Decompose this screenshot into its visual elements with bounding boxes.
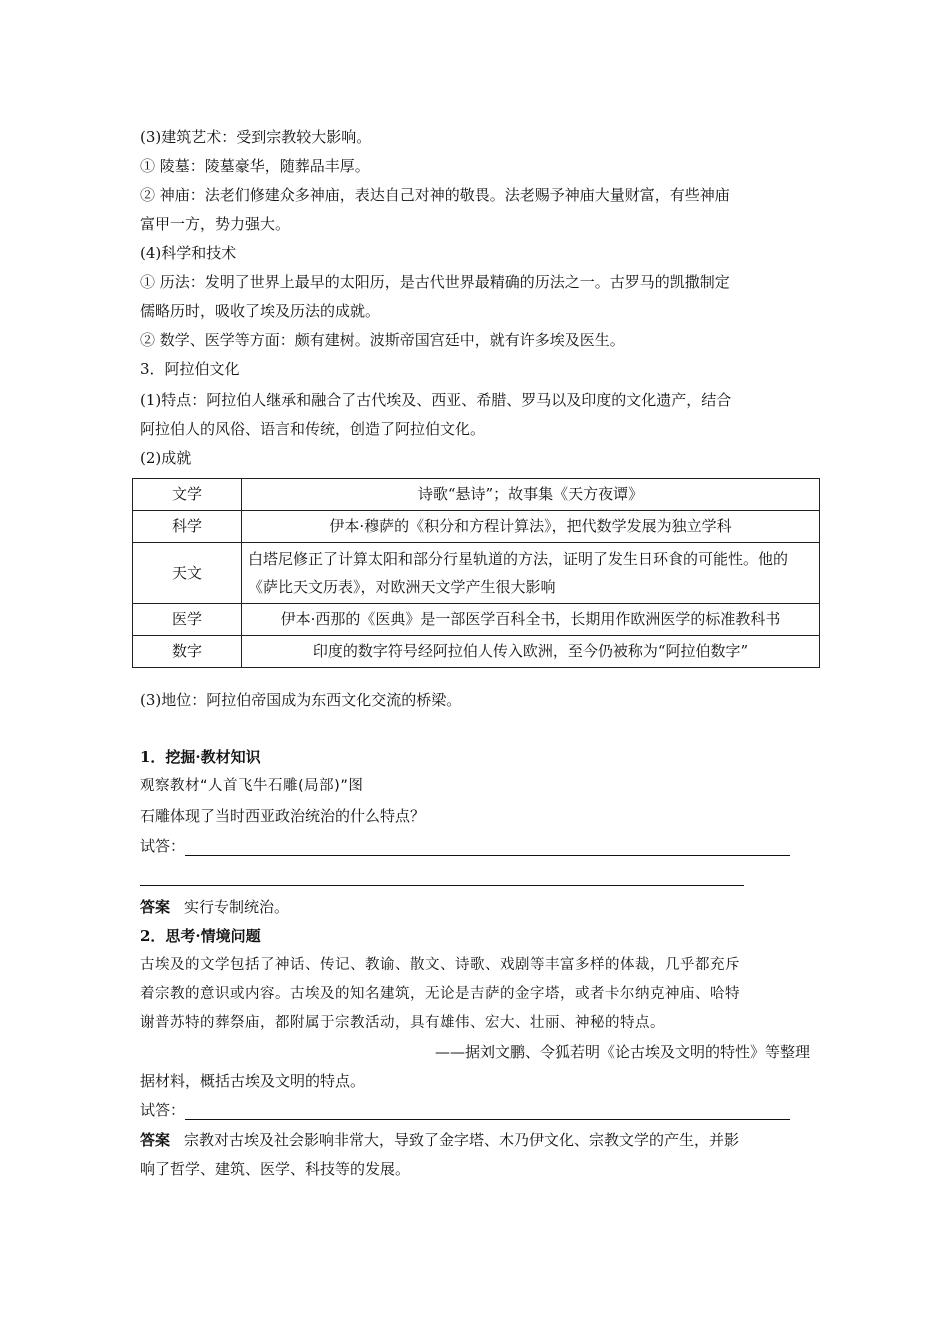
q1-answer-row (140, 836, 790, 856)
q1-heading: 1．挖掘·教材知识 (140, 748, 261, 766)
table-cell-content: 白塔尼修正了计算太阳和部分行星轨道的方法，证明了发生日环食的可能性。他的《萨比天文历表》，对欧洲天文学产生很大影响 (242, 543, 820, 604)
arab-features-line2: 阿拉伯人的风俗、语言和传统，创造了阿拉伯文化。 (140, 420, 486, 438)
q2-key-label: 答案 (140, 1131, 171, 1149)
table-row (133, 511, 820, 543)
table-cell-content: 伊本·西那的《医典》是一部医学百科全书，长期用作欧洲医学的标准教科书 (242, 604, 820, 636)
tombs-text: ① 陵墓：陵墓豪华，随葬品丰厚。 (140, 157, 370, 175)
q1-key-text: 实行专制统治。 (184, 898, 290, 916)
table-cell-field: 文学 (133, 479, 242, 511)
table-cell-content: 诗歌“悬诗”；故事集《天方夜谭》 (242, 479, 820, 511)
temples-text-line1: ② 神庙：法老们修建众多神庙，表达自己对神的敬畏。法老赐予神庙大量财富，有些神庙 (140, 186, 730, 204)
calendar-text-line1: ① 历法：发明了世界上最早的太阳历，是古代世界最精确的历法之一。古罗马的凯撒制定 (140, 273, 730, 291)
table-cell-content: 印度的数字符号经阿拉伯人传入欧洲，至今仍被称为“阿拉伯数字” (242, 636, 820, 668)
q2-answer-row (140, 1100, 790, 1120)
science-heading: (4)科学和技术 (140, 244, 237, 262)
q1-answer-blank-2[interactable] (140, 869, 744, 886)
q2-heading: 2．思考·情境问题 (140, 927, 261, 945)
q1-prompt: 观察教材“人首飞牛石雕(局部)”图 (140, 778, 364, 794)
table-cell-field: 医学 (133, 604, 242, 636)
q2-question: 据材料，概括古埃及文明的特点。 (140, 1072, 366, 1090)
table-cell-field: 科学 (133, 511, 242, 543)
table-row (133, 604, 820, 636)
table-cell-field: 天文 (133, 543, 242, 604)
q2-material-line3: 谢普苏特的葬祭庙，都附属于宗教活动，具有雄伟、宏大、壮丽、神秘的特点。 (140, 1015, 665, 1031)
q2-key-text-line2: 响了哲学、建筑、医学、科技等的发展。 (140, 1160, 411, 1178)
q1-answer-row-2 (140, 866, 744, 886)
table-row (133, 636, 820, 668)
table-row (133, 479, 820, 511)
q2-answer-label: 试答： (140, 1101, 186, 1119)
q2-answer-blank[interactable] (185, 1103, 790, 1120)
achievements-heading: (2)成就 (140, 449, 192, 467)
arab-status-text: (3)地位：阿拉伯帝国成为东西文化交流的桥梁。 (140, 691, 462, 709)
q1-answer-label: 试答： (140, 837, 186, 855)
q1-question: 石雕体现了当时西亚政治统治的什么特点？ (140, 807, 426, 825)
arab-culture-heading: 3．阿拉伯文化 (140, 360, 240, 378)
architecture-heading: (3)建筑艺术：受到宗教较大影响。 (140, 128, 372, 146)
q2-material-line2: 着宗教的意识或内容。古埃及的知名建筑，无论是吉萨的金字塔，或者卡尔纳克神庙、哈特 (140, 986, 740, 1002)
q2-source: ——据刘文鹏、令狐若明《论古埃及文明的特性》等整理 (434, 1043, 810, 1061)
table-cell-field: 数字 (133, 636, 242, 668)
q2-key-text-line1: 宗教对古埃及社会影响非常大，导致了金字塔、木乃伊文化、宗教文学的产生，并影 (184, 1131, 740, 1149)
calendar-text-line2: 儒略历时，吸收了埃及历法的成就。 (140, 302, 381, 320)
q1-key-label: 答案 (140, 898, 171, 916)
q2-material-line1: 古埃及的文学包括了神话、传记、教谕、散文、诗歌、戏剧等丰富多样的体裁，几乎都充斥 (140, 957, 740, 973)
q1-key-row (140, 897, 289, 917)
q2-key-row (140, 1130, 739, 1150)
table-row (133, 543, 820, 604)
achievements-table (132, 478, 820, 668)
q1-answer-blank-1[interactable] (185, 839, 790, 856)
table-cell-content: 伊本·穆萨的《积分和方程计算法》，把代数学发展为独立学科 (242, 511, 820, 543)
temples-text-line2: 富甲一方，势力强大。 (140, 215, 291, 233)
arab-features-line1: (1)特点：阿拉伯人继承和融合了古代埃及、西亚、希腊、罗马以及印度的文化遗产，结合 (140, 391, 732, 409)
math-medicine-text: ② 数学、医学等方面：颇有建树。波斯帝国宫廷中，就有许多埃及医生。 (140, 331, 625, 349)
